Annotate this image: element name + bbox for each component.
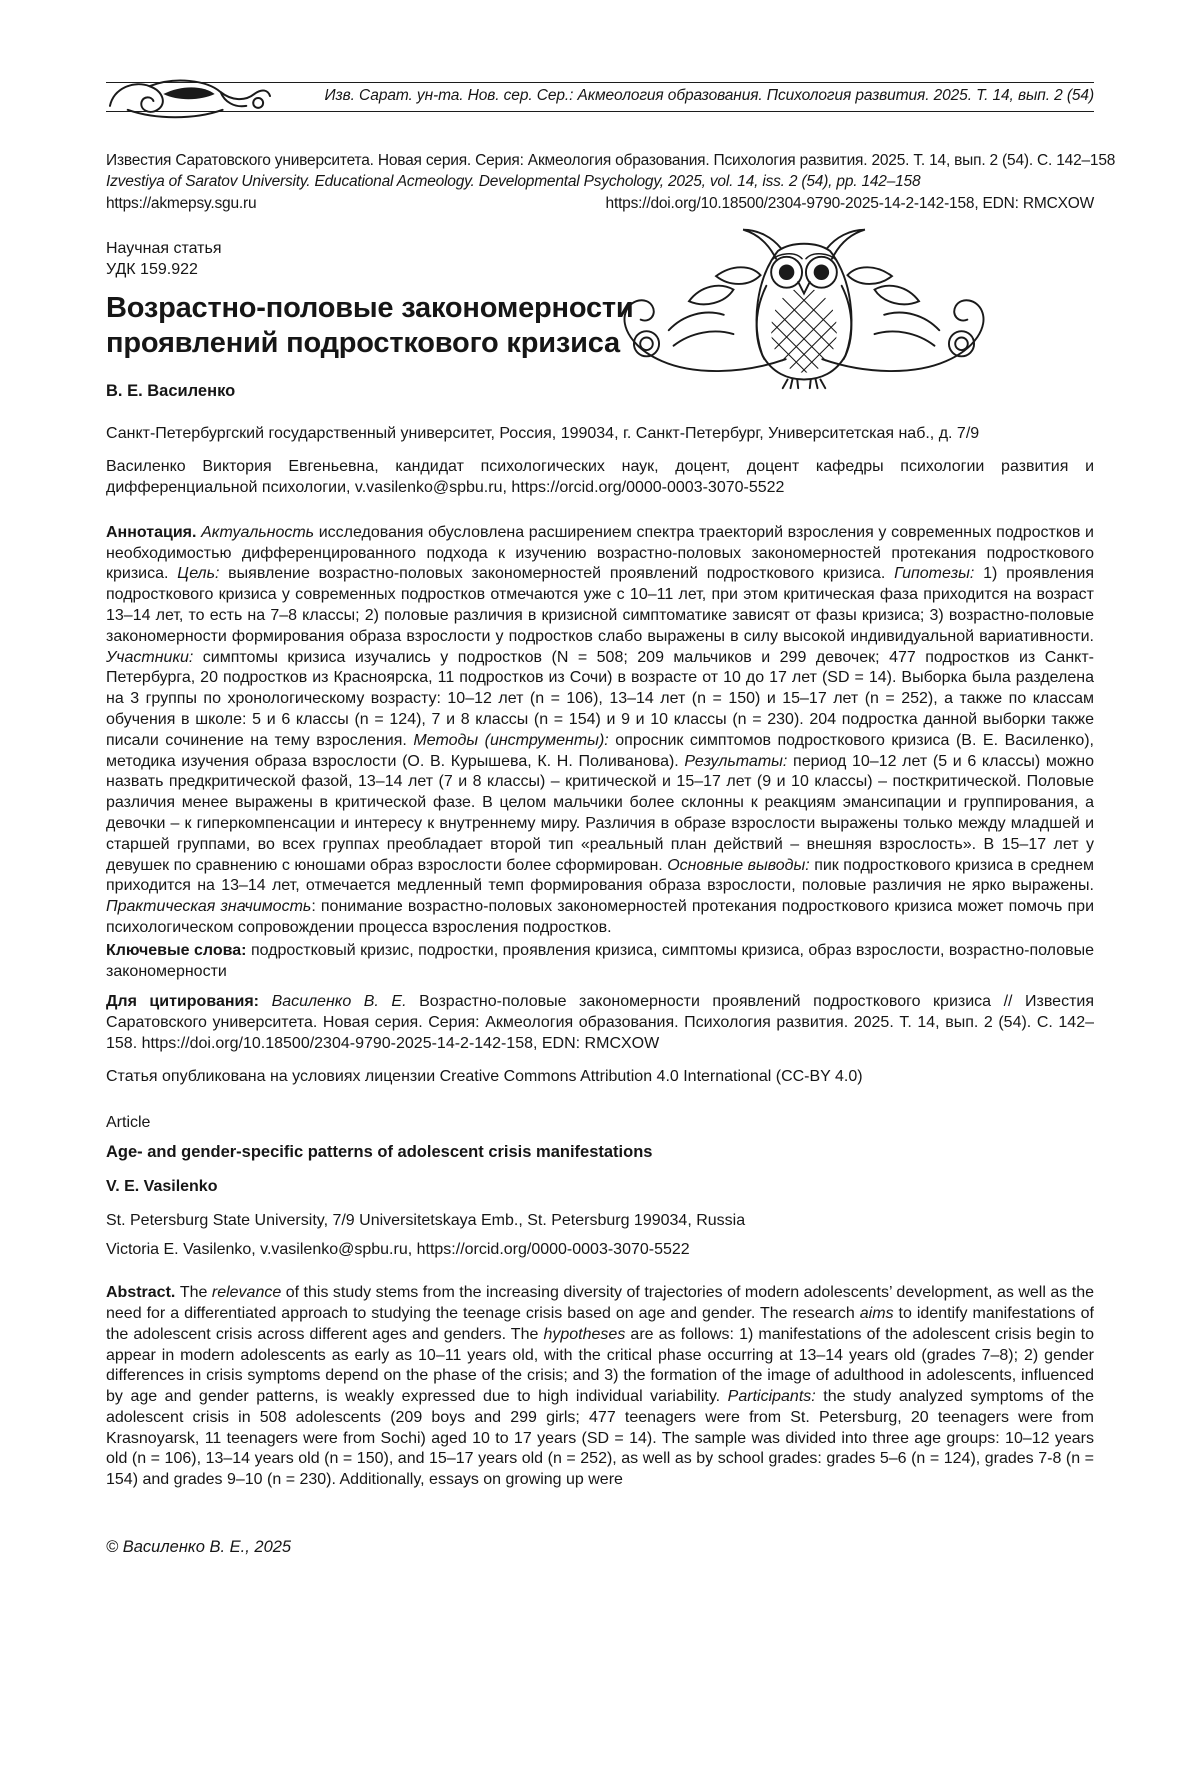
article-type-label: Научная статья [106, 240, 222, 258]
article-title-en: Age- and gender-specific patterns of adolescent crisis manifestations [106, 1143, 653, 1162]
running-title: Изв. Сарат. ун-та. Нов. сер. Сер.: Акмеология образования. Психология развития. 2025. Т. 14, вып. 2 (54) [324, 87, 1094, 104]
author-name-en: V. E. Vasilenko [106, 1177, 218, 1195]
copyright-footer: © Василенко В. Е., 2025 [106, 1538, 292, 1557]
abstract-ru: Аннотация. Актуальность исследования обусловлена расширением спектра траекторий взросления у современных подростков и необходимостью дифференцированного подхода к изучению возрастно-половых закономерностей протекания подросткового кризиса. Цель: выявление возрастно-половых закономерностей проявлений подросткового кризиса. Гипотезы: 1) проявления подросткового кризиса у современных подростков отмечаются уже с 10–11 лет, при этом критическая фаза приходится на возраст 13–14 лет, то есть на 7–8 классы; 2) половые различия в кризисной симптоматике зависят от фазы кризиса; 3) возрастно-половые закономерности формирования образа взрослости у подростков слабо выражены в силу высокой индивидуальной вариативности. Участники: симптомы кризиса изучались у подростков (N = 508; 209 мальчиков и 299 девочек; 477 подростков из Санкт-Петербурга, 20 подростков из Красноярска, 11 подростков из Сочи) в возрасте от 10 до 17 лет (SD = 14). Выборка была разделена на 3 группы по хронологическому возрасту: 10–12 лет (n = 106), 13–14 лет (n = 150) и 15–17 лет (n = 252), а также по классам обучения в школе: 5 и 6 классы (n = 124), 7 и 8 классы (n = 154) и 9 и 10 классы (n = 230). 204 подростка данной выборки также писали сочинение на тему взросления. Методы (инструменты): опросник симптомов подросткового кризиса (В. Е. Василенко), методика изучения образа взрослости (О. В. Курышева, К. Н. Поливанова). Результаты: период 10–12 лет (5 и 6 классы) можно назвать предкритической фазой, 13–14 лет (7 и 8 классы) – критической и 15–17 лет (9 и 10 классы) – посткритической. Половые различия менее выражены в критической фазе. В целом мальчики более склонны к реакциям эмансипации и группирования, а девочки – к гиперкомпенсации и интересу к внутреннему миру. Различия в образе взрослости выражены только между младшей и старшей группами, во всех группах преобладает второй тип «реальный план действий – внешняя взрослость». В 15–17 лет у девушек по сравнению с юношами образ взрослости более сформирован. Основные выводы: пик подросткового кризиса в среднем приходится на 13–14 лет, отмечается медленный темп формирования образа взрослости, половые различия не ярко выражены. Практическая значимость: понимание возрастно-половых закономерностей протекания подросткового кризиса может помочь при психологическом сопровождении процесса взросления подростков. [106, 523, 1095, 936]
keywords-ru: Ключевые слова: подростковый кризис, подростки, проявления кризиса, симптомы кризиса, образ взрослости, возрастно-половые закономерности [106, 941, 1094, 980]
journal-url-link[interactable]: https://akmepsy.sgu.ru [106, 194, 257, 212]
owl-illustration [588, 222, 1020, 394]
running-head [106, 82, 1094, 112]
citation-line-en: Izvestiya of Saratov University. Educational Acmeology. Developmental Psychology, 2025, vol. 14, iss. 2 (54), pp. 142–158 [106, 173, 921, 191]
article-title-ru: Возрастно-половые закономерности проявлений подросткового кризиса [106, 292, 634, 360]
bibliographic-block [106, 150, 1116, 214]
author-bio-ru: Василенко Виктория Евгеньевна, кандидат психологических наук, доцент, доцент кафедры психологии развития и дифференциальной психологии, v.vasilenko@spbu.ru, https://orcid.org/0000-0003-3070-5522 [106, 458, 1094, 496]
article-type-en: Article [106, 1114, 151, 1132]
for-citation: Для цитирования: Василенко В. Е. Возрастно-половые закономерности проявлений подросткового кризиса // Известия Саратовского университета. Новая серия. Серия: Акмеология образования. Психология развития. 2025. Т. 14, вып. 2 (54). С. 142–158. https://doi.org/10.18500/2304-9790-2025-14-2-142-158, EDN: RMCXOW [106, 993, 1095, 1052]
license-note: Статья опубликована на условиях лицензии Creative Commons Attribution 4.0 International (CC-BY 4.0) [106, 1067, 863, 1085]
links-row [106, 193, 1094, 214]
author-contact-en: Victoria E. Vasilenko, v.vasilenko@spbu.ru, https://orcid.org/0000-0003-3070-5522 [106, 1241, 690, 1259]
affiliation-ru: Санкт-Петербургский государственный университет, Россия, 199034, г. Санкт-Петербург, Университетская наб., д. 7/9 [106, 425, 980, 443]
author-name-ru: В. Е. Василенко [106, 381, 236, 400]
art-nouveau-ornament-icon [104, 75, 272, 121]
headline-zone [106, 238, 1094, 402]
journal-page [0, 82, 1200, 1779]
doi-link[interactable]: https://doi.org/10.18500/2304-9790-2025-14-2-142-158, EDN: RMCXOW [605, 194, 1094, 212]
affiliation-en: St. Petersburg State University, 7/9 Universitetskaya Emb., St. Petersburg 199034, Russia [106, 1211, 746, 1229]
citation-line-ru: Известия Саратовского университета. Новая серия. Серия: Акмеология образования. Психология развития. 2025. Т. 14, вып. 2 (54). С. 142–158 [106, 152, 1116, 169]
udk-label: УДК 159.922 [106, 261, 198, 279]
abstract-en: Abstract. The relevance of this study stems from the increasing diversity of trajectories of modern adolescents’ development, as well as the need for a differentiated approach to studying the teenage crisis based on age and gender. The research aims to identify manifestations of the adolescent crisis across different ages and genders. The hypotheses are as follows: 1) manifestations of the adolescent crisis begin to appear in modern adolescents as early as 10–11 years old, with the critical phase occurring at 13–14 years old (grades 7–8); 2) gender differences in crisis symptoms depend on the phase of the crisis; and 3) the formation of the image of adulthood in adolescents, influenced by age and gender patterns, is weakly expressed due to high individual variability. Participants: the study analyzed symptoms of the adolescent crisis in 508 adolescents (209 boys and 299 girls; 477 teenagers were from St. Petersburg, 20 teenagers were from Krasnoyarsk, 11 teenagers were from Sochi) aged 10 to 17 years (SD = 14). The sample was divided into three age groups: 10–12 years old (n = 106), 13–14 years old (n = 150), and 15–17 years old (n = 252), as well as by school grades: grades 5–6 (n = 124), grades 7-8 (n = 154) and grades 9–10 (n = 230). Additionally, essays on growing up were [106, 1284, 1094, 1489]
